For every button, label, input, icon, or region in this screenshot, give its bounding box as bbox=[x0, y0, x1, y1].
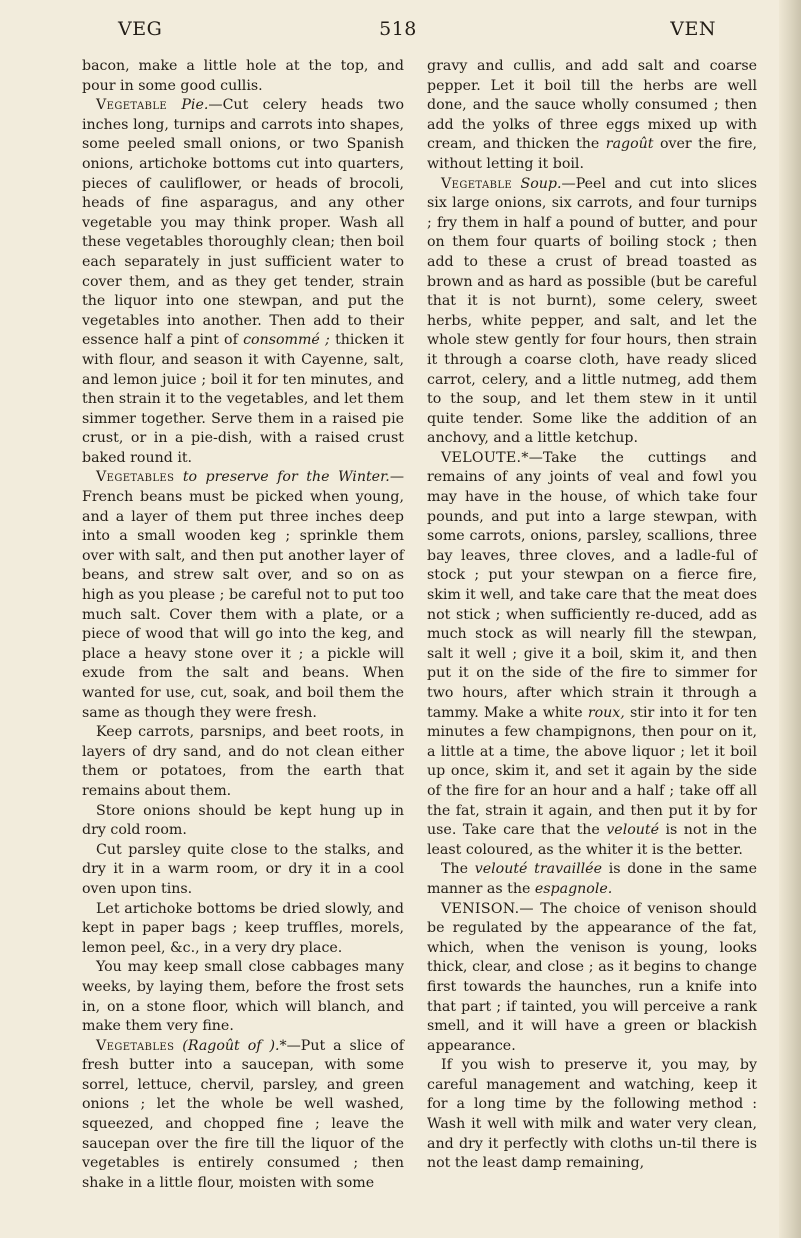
entry-body: —Cut celery heads two inches long, turnips and carrots into shapes, some peeled small onions, or two Spanish onions, artichoke bottoms cut into quarters, pieces of cauliflower, or heads of brocoli, heads of fine asparagus, and any other vegetable you may think proper. Wash all these vegetables thoroughly clean; then boil each separately in just sufficient water to cover them, and as they get tender, strain the liquor into one stewpan, and put the vegetables into another. Then add to their essence half a pint of bbox=[82, 97, 404, 349]
italic-word: consommé ; bbox=[243, 332, 330, 349]
left-column bbox=[82, 57, 404, 1193]
entry-term: Vegetable bbox=[96, 97, 168, 114]
paragraph-onions: Store onions should be kept hung up in dry cold room. bbox=[82, 802, 404, 839]
entry-venison bbox=[427, 900, 757, 1057]
paragraph-cabbages: You may keep small close cabbages many weeks, by laying them, before the frost sets in, on a stone floor, which will blanch, and make them very fine. bbox=[82, 959, 404, 1035]
italic-word: ragoût bbox=[605, 136, 654, 153]
entry-veloute bbox=[427, 449, 757, 860]
paragraph-veloute-travaillee bbox=[427, 860, 757, 899]
lead-word: The bbox=[441, 861, 468, 878]
entry-body: —Put a slice of fresh butter into a saucepan, with some sorrel, lettuce, chervil, parsley, and green onions ; let the whole be well washed, squeezed, and chopped fine ; leave the saucepan over the fire till the liquor of the vegetables is entirely consumed ; then shake in a little flour, moisten with some bbox=[82, 1037, 404, 1191]
entry-body-tail: stir into it for ten minutes a few champignons, then pour on it, a little at a time, the above liquor ; let it boil up once, skim it, and set it again by the side of the fire for an hour and a half ; take off all the fat, strain it again, and then put it by for use. Take care that the bbox=[427, 704, 757, 839]
running-header bbox=[80, 18, 716, 46]
entry-term: Vegetable bbox=[441, 175, 513, 192]
entry-body: —Take the cuttings and remains of any joints of veal and fowl you may have in the house, of which take four pounds, and put into a large stewpan, with some carrots, onions, parsley, scallions, three bay leaves, three cloves, and a ladle-ful of stock ; put your stewpan on a fierce fire, skim it well, and take care that the meat does not stick ; when sufficiently re-duced, add as much stock as will nearly fill the stewpan, salt it well ; give it a boil, skim it, and then put it on the side of the fire to simmer for two hours, after which strain it through a tammy. Make a white bbox=[427, 449, 757, 721]
entry-vegetables-ragout bbox=[82, 1037, 404, 1194]
entry-body: — The choice of venison should be regulated by the appearance of the fat, which, when the venison is young, looks thick, clear, and close ; as it begins to change first towards the haunches, run a knife into that part ; if tainted, you will perceive a rank smell, and it will have a green or blackish appearance. bbox=[427, 900, 757, 1054]
entry-body-tail: over the fire, without letting it boil. bbox=[427, 136, 757, 172]
entry-term: VELOUTE.* bbox=[441, 449, 529, 466]
italic-word-2: velouté bbox=[606, 822, 660, 839]
entry-body: gravy and cullis, and add salt and coarse pepper. Let it boil till the herbs are well done, and the sauce wholly consumed ; then add the yolks of three eggs mixed up with cream, and thicken the bbox=[427, 58, 757, 153]
paragraph-bacon-continued: bacon, make a little hole at the top, and pour in some good cullis. bbox=[82, 58, 404, 94]
entry-body: —French beans must be picked when young, and a layer of them put three inches deep into a small wooden keg ; sprinkle them over with salt, and then put another layer of beans, and strew salt over, and so on as high as you please ; be careful not to put too much salt. Cover them with a plate, or a piece of wood that will go into the keg, and place a heavy stone over it ; a pickle will exude from the salt and beans. When wanted for use, cut, soak, and boil them the same as though they were fresh. bbox=[82, 469, 404, 721]
paragraph-roots: Keep carrots, parsnips, and beet roots, in layers of dry sand, and do not clean either them or potatoes, from the earth that remains about them. bbox=[82, 724, 404, 799]
entry-term-italic: Soup. bbox=[520, 175, 562, 192]
italic-word-2: espagnole. bbox=[534, 880, 613, 897]
entry-vegetable-soup bbox=[427, 175, 757, 449]
italic-word: velouté travaillée bbox=[474, 861, 602, 878]
entry-body-tail-2: is not in the least coloured, as the whiter it is the better. bbox=[427, 822, 757, 858]
entry-vegetable-pie bbox=[82, 96, 404, 468]
paragraph-parsley: Cut parsley quite close to the stalks, and dry it in a warm room, or dry it in a cool oven upon tins. bbox=[82, 841, 404, 897]
entry-term: VENISON. bbox=[441, 900, 520, 917]
header-left-catchword: VEG bbox=[118, 18, 163, 40]
entry-term: Vegetables bbox=[96, 469, 175, 486]
paragraph-artichoke: Let artichoke bottoms be dried slowly, and kept in paper bags ; keep truffles, morels, lemon peel, &c., in a very dry place. bbox=[82, 900, 404, 956]
right-column bbox=[427, 57, 757, 1174]
paragraph-venison-preserve: If you wish to preserve it, you may, by careful management and watching, keep it for a long time by the following method : Wash it well with milk and water very clean, and dry it perfectly with cloths un-til there is not the least damp remaining, bbox=[427, 1057, 757, 1172]
entry-term-italic: Pie. bbox=[181, 97, 209, 114]
page-number: 518 bbox=[379, 18, 417, 40]
entry-vegetables-preserve bbox=[82, 468, 404, 723]
entry-term: Vegetables bbox=[96, 1037, 175, 1054]
page-edge bbox=[779, 0, 801, 1238]
entry-body: —Peel and cut into slices six large onions, six carrots, and four turnips ; fry them in half a pound of butter, and pour on them four quarts of boiling stock ; then add to these a crust of bread toasted as brown and as hard as possible (but be careful that it is not burnt), some celery, sweet herbs, white pepper, and salt, and let the whole stew gently for four hours, then strain it through a coarse cloth, have ready sliced carrot, celery, and a little nutmeg, add them to the soup, and let them stew in it until quite tender. Some like the addition of an anchovy, and a little ketchup. bbox=[427, 175, 758, 447]
entry-term-italic: (Ragoût of ).* bbox=[182, 1037, 287, 1054]
italic-word: roux, bbox=[587, 704, 625, 721]
entry-term-italic: to preserve for the Winter. bbox=[182, 469, 390, 486]
paragraph-ragout-continued bbox=[427, 57, 757, 175]
entry-body-tail: thicken it with flour, and season it with Cayenne, salt, and lemon juice ; boil it for ten minutes, and then strain it to the vegetables, and let them simmer together. Serve them in a raised pie crust, or in a pie-dish, with a raised crust baked round it. bbox=[82, 332, 404, 466]
header-right-catchword: VEN bbox=[670, 18, 716, 40]
entry-body: is done in the same manner as the bbox=[427, 861, 758, 897]
